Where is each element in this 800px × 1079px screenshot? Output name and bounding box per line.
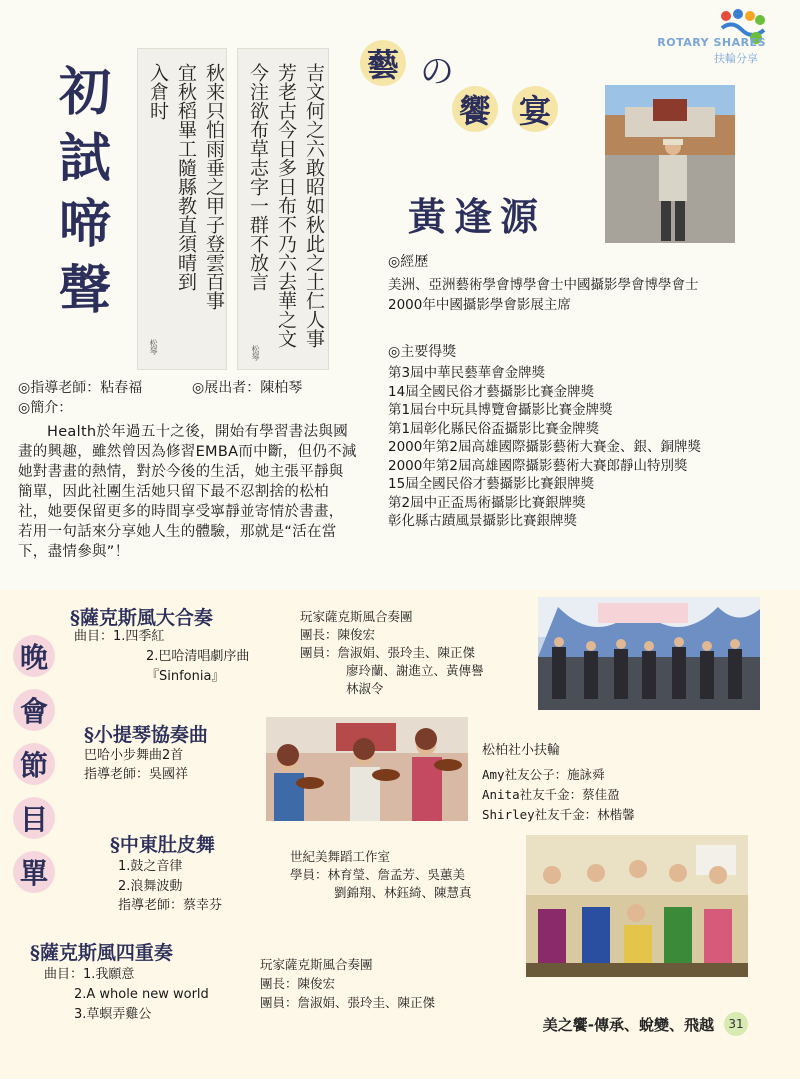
program-title-char (13, 635, 55, 677)
program4-title: §薩克斯風四重奏 (30, 942, 173, 964)
program3-title: §中東肚皮舞 (110, 834, 215, 856)
title-char: 啼 (58, 194, 111, 255)
experience-line: 2000年中國攝影學會影展主席 (388, 297, 571, 313)
title-char: 初 (58, 62, 111, 123)
callig-column: 芳老古今日多日布不乃六去華之文 (275, 63, 297, 348)
program1-leader: 團長：陳俊宏 (300, 627, 376, 642)
saxophone-ensemble-photo (538, 597, 760, 710)
program2-song: 巴哈小步舞曲2首 (84, 748, 184, 763)
char: 目 (19, 803, 48, 836)
program1-song: 『Sinfonia』 (146, 669, 225, 684)
title-char: 宴 (518, 92, 551, 130)
program3-group: 世紀美舞蹈工作室 (290, 849, 391, 864)
intro-label: ◎簡介： (18, 400, 73, 416)
program-title-char (13, 689, 55, 731)
char: 節 (19, 749, 48, 782)
program1-song: 2.巴哈清唱劇序曲 (146, 649, 250, 664)
program1-title: §薩克斯風大合奏 (70, 607, 213, 629)
program2-member: Shirley社友千金：林楷馨 (482, 807, 635, 822)
calligraphy-scroll-left (137, 48, 227, 370)
award-item: 2000年第2屆高雄國際攝影藝術大賽郎靜山特別獎 (388, 457, 688, 474)
char: 會 (19, 695, 48, 728)
program3-song: 2.浪舞波動 (118, 879, 183, 894)
title-circle-yan (512, 86, 558, 132)
award-item: 第3屆中華民藝華會金牌獎 (388, 365, 546, 381)
award-item: 14屆全國民俗才藝攝影比賽金牌獎 (388, 383, 595, 400)
footer-tagline: 美之饗-傳承、蛻變、飛越 (542, 1016, 714, 1034)
callig-column: 今注欲布草志字一群不放言 (247, 63, 269, 291)
intro-paragraph: Health於年過五十之後，開始有學習書法與國畫的興趣，雖然曾因為修習EMBA而中斷，但仍不減她對書畫的熱情，對於今後的生活，她主張平靜與簡單，因此社團生活她只留下最不忍割捨的松柏社，她要保留更多的時間享受寧靜並寄情於書畫，若用一句話來分享她人生的體驗，那就是“活在當下，盡情參與”！ (18, 424, 357, 560)
program3-members: 學員：林育瑩、詹孟芳、吳蕙美 (290, 867, 466, 882)
seal-text: 松琴 (251, 345, 260, 361)
award-item: 2000年第2屆高雄國際攝影藝術大賽金、銀、銅牌獎 (388, 439, 701, 455)
program1-members: 林淑令 (346, 681, 384, 696)
mentor-label: ◎指導老師：粘春福 (18, 380, 143, 396)
program2-teacher: 指導老師：吳國祥 (84, 767, 189, 782)
seal-text: 松琴 (149, 339, 158, 355)
program4-song: 曲目：1.我願意 (44, 967, 135, 982)
brand-zh: 扶輪分享 (714, 52, 758, 65)
program-title-char (13, 851, 55, 893)
program-title-char (13, 797, 55, 839)
experience-line: 美洲、亞洲藝術學會博學會士中國攝影學會博學會士 (388, 277, 699, 293)
program1-members: 團員：詹淑娟、張玲圭、陳正傑 (300, 645, 476, 660)
program-title-char (13, 743, 55, 785)
callig-column: 入倉时 (147, 63, 169, 120)
awards-list (388, 364, 701, 531)
char: 晚 (19, 641, 48, 674)
title-char: 饗 (458, 92, 491, 130)
violin-students-photo (266, 717, 468, 821)
program2-member: Amy社友公子：施詠舜 (482, 767, 605, 782)
title-circle-yi (360, 40, 406, 86)
program4-group: 玩家薩克斯風合奏團 (260, 957, 373, 972)
brand-en: ROTARY SHARES (657, 36, 766, 49)
experience-label: ◎經歷 (388, 254, 429, 270)
artist-photo (605, 85, 735, 243)
program4-song: 2.A whole new world (74, 987, 209, 1002)
program2-member: Anita社友千金：蔡佳盈 (482, 787, 620, 802)
program1-members: 廖玲蘭、謝進立、黃傳譽 (346, 663, 484, 678)
title-particle: の (420, 52, 454, 92)
program2-group: 松柏社小扶輪 (482, 743, 561, 758)
program2-title: §小提琴協奏曲 (84, 724, 208, 746)
award-item: 彰化縣古蹟風景攝影比賽銀牌獎 (388, 513, 577, 529)
award-item: 15屆全國民俗才藝攝影比賽銀牌獎 (388, 476, 595, 492)
title-circle-xiang (452, 86, 498, 132)
program3-teacher: 指導老師：蔡幸芬 (118, 898, 223, 913)
belly-dance-photo (526, 835, 748, 977)
award-item: 第1屆彰化縣民俗盃攝影比賽金牌獎 (388, 420, 600, 437)
award-item: 第2屆中正盃馬術攝影比賽銀牌獎 (388, 494, 586, 511)
program1-song: 曲目：1.四季紅 (74, 629, 165, 644)
page-number-text: 31 (728, 1017, 744, 1031)
program3-members: 劉錦翔、林鈺綺、陳慧真 (334, 885, 472, 900)
calligraphy-scroll-right (237, 48, 329, 370)
awards-label: ◎主要得獎 (388, 344, 457, 360)
char: 單 (19, 857, 48, 890)
artist-name: 黃逢源 (408, 194, 547, 239)
title-char: 聲 (58, 260, 111, 321)
page-number (724, 1012, 748, 1036)
section-title-first-voice (50, 60, 120, 324)
callig-column: 秋来只怕雨垂之甲子登雲百事 (203, 63, 225, 310)
callig-column: 吉文何之六敢昭如秋此之土仁人事 (303, 63, 325, 348)
program4-leader: 團長：陳俊宏 (260, 976, 336, 991)
program4-song: 3.草螟弄雞公 (74, 1007, 152, 1022)
award-item: 第1屆台中玩具博覽會攝影比賽金牌獎 (388, 402, 613, 418)
title-char: 藝 (366, 46, 399, 84)
program1-group: 玩家薩克斯風合奏團 (300, 609, 413, 624)
program3-song: 1.鼓之音律 (118, 859, 183, 874)
exhibitor-label: ◎展出者：陳柏琴 (192, 380, 303, 396)
callig-column: 宜秋稻畢工隨縣教直須晴到 (175, 63, 197, 291)
program4-members: 團員：詹淑娟、張玲圭、陳正傑 (260, 995, 436, 1010)
title-char: 試 (58, 128, 111, 189)
